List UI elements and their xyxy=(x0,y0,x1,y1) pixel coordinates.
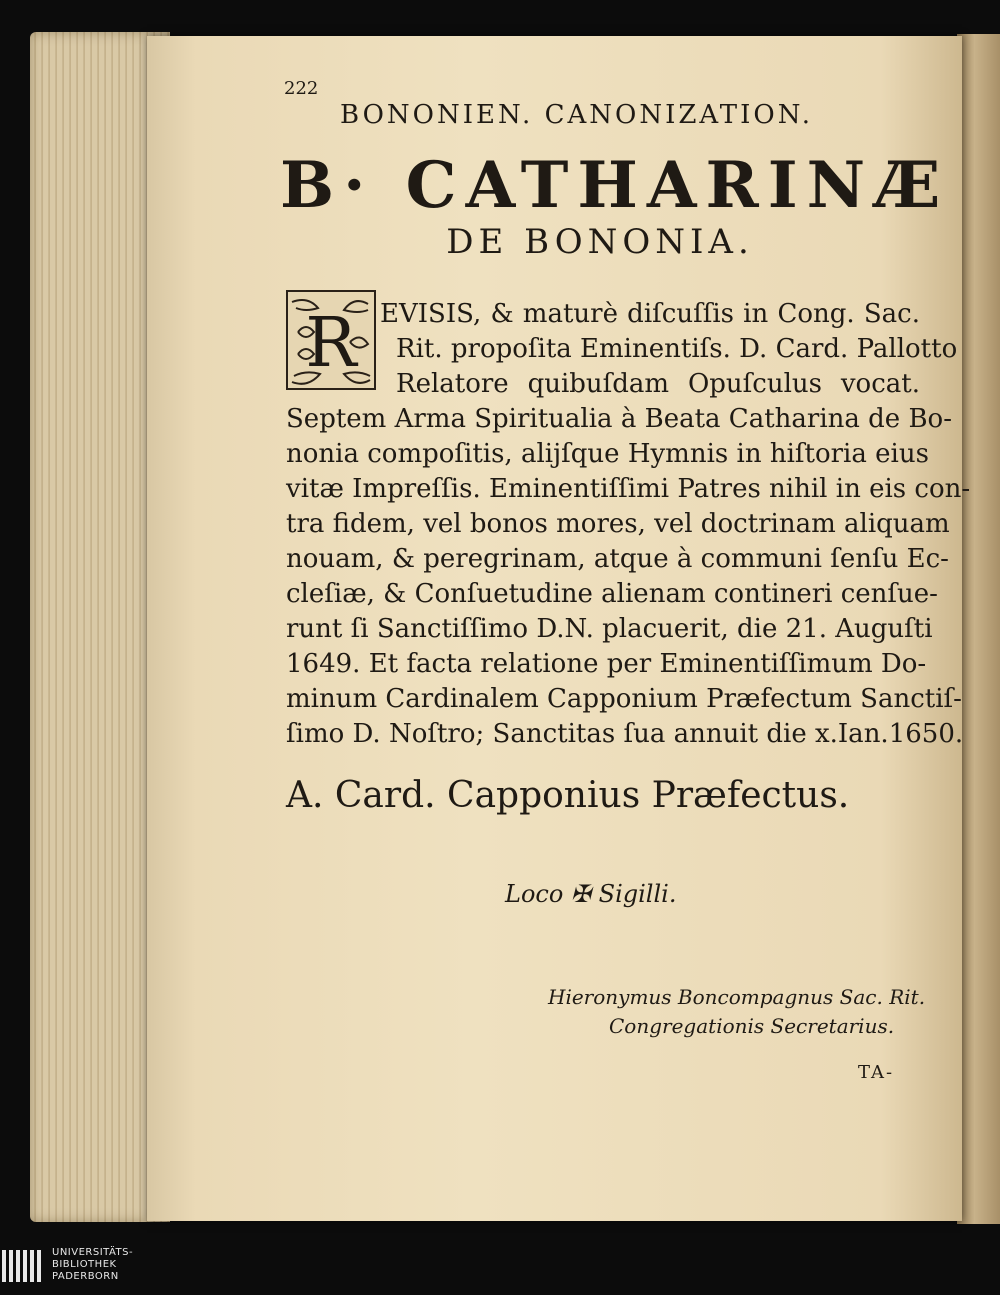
body-line: vitæ Impreſſis. Eminentiſſimi Patres nihil in eis con- xyxy=(286,474,971,504)
library-name-line: PADERBORN xyxy=(52,1271,119,1282)
catchword: TA- xyxy=(858,1062,895,1083)
running-head: BONONIEN. CANONIZATION. xyxy=(340,100,814,130)
body-line: 1649. Et facta relatione per Eminentiſſimum Do- xyxy=(286,649,927,679)
body-line: EVISIS, & maturè diſcuſſis in Cong. Sac. xyxy=(380,299,920,329)
svg-text:R: R xyxy=(305,304,357,383)
body-line: nonia compoſitis, alijſque Hymnis in hiſtoria eius xyxy=(286,439,929,469)
title-line-1: B· CATHARINÆ xyxy=(280,148,950,223)
library-name-line: UNIVERSITÄTS- xyxy=(52,1247,134,1258)
decorated-initial-r-icon xyxy=(286,290,376,390)
body-line: nouam, & peregrinam, atque à communi ſenſu Ec- xyxy=(286,544,949,574)
page-number: 222 xyxy=(284,78,319,99)
body-line: runt ſi Sanctiſſimo D.N. placuerit, die 21. Auguſti xyxy=(286,614,933,644)
body-line: minum Cardinalem Capponium Præfectum Sanctiſ- xyxy=(286,684,962,714)
secretary-line-1: Hieronymus Boncompagnus Sac. Rit. xyxy=(548,985,926,1009)
seal-place: Loco ✠ Sigilli. xyxy=(505,880,677,908)
body-line: ſimo D. Noſtro; Sanctitas ſua annuit die x.Ian.1650. xyxy=(286,719,964,749)
title-line-2: DE BONONIA. xyxy=(446,222,754,262)
secretary-line-2: Congregationis Secretarius. xyxy=(609,1014,895,1038)
body-line: cleſiæ, & Conſuetudine alienam contineri cenſue- xyxy=(286,579,938,609)
body-line: tra fidem, vel bonos mores, vel doctrinam aliquam xyxy=(286,509,950,539)
body-line: Septem Arma Spiritualia à Beata Catharina de Bo- xyxy=(286,404,952,434)
body-line: Rit. propoſita Eminentiſs. D. Card. Pallotto xyxy=(396,334,958,364)
library-name xyxy=(52,1247,133,1283)
library-logo xyxy=(0,1246,220,1286)
cardinal-signature: A. Card. Capponius Præfectus. xyxy=(286,775,850,816)
body-line: Relatore quibuſdam Opuſculus vocat. xyxy=(396,369,920,399)
library-logo-icon xyxy=(0,1246,46,1286)
library-name-line: BIBLIOTHEK xyxy=(52,1259,117,1270)
